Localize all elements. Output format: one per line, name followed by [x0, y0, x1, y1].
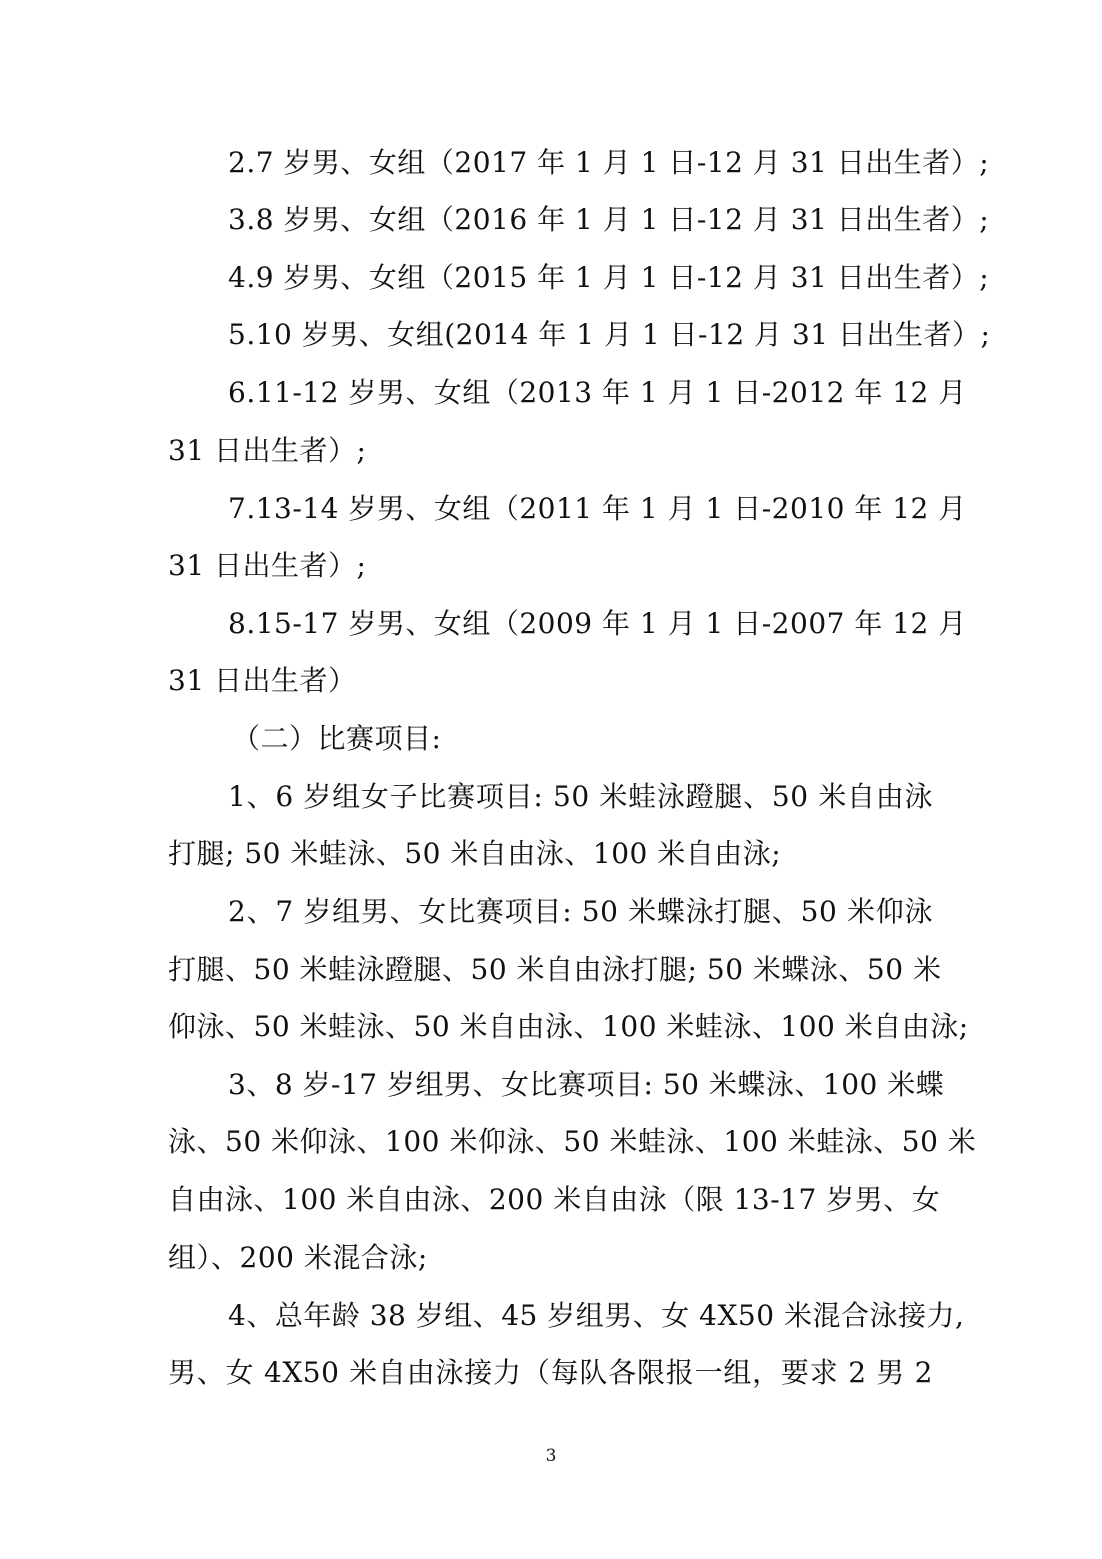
- events-age-8-17-line: 3、8 岁-17 岁组男、女比赛项目: 50 米蝶泳、100 米蝶: [228, 1068, 945, 1101]
- competition-events-heading: （二）比赛项目:: [232, 722, 442, 755]
- events-age-6-continuation: 打腿; 50 米蛙泳、50 米自由泳、100 米自由泳;: [168, 837, 782, 870]
- events-age-7-line: 2、7 岁组男、女比赛项目: 50 米蝶泳打腿、50 米仰泳: [228, 895, 933, 928]
- relay-events-line: 4、总年龄 38 岁组、45 岁组男、女 4X50 米混合泳接力,: [228, 1299, 965, 1332]
- age-group-9-line: 4.9 岁男、女组（2015 年 1 月 1 日-12 月 31 日出生者）;: [228, 261, 990, 294]
- age-group-15-17-continuation: 31 日出生者）: [168, 664, 357, 697]
- age-group-10-line: 5.10 岁男、女组(2014 年 1 月 1 日-12 月 31 日出生者）;: [228, 318, 991, 351]
- age-group-11-12-line: 6.11-12 岁男、女组（2013 年 1 月 1 日-2012 年 12 月: [228, 376, 967, 409]
- events-age-7-continuation-1: 打腿、50 米蛙泳蹬腿、50 米自由泳打腿; 50 米蝶泳、50 米: [168, 953, 942, 986]
- page-number: 3: [545, 1446, 557, 1466]
- age-group-15-17-line: 8.15-17 岁男、女组（2009 年 1 月 1 日-2007 年 12 月: [228, 607, 967, 640]
- age-group-7-line: 2.7 岁男、女组（2017 年 1 月 1 日-12 月 31 日出生者）;: [228, 146, 990, 179]
- events-age-8-17-continuation-2: 自由泳、100 米自由泳、200 米自由泳（限 13-17 岁男、女: [168, 1183, 941, 1216]
- age-group-13-14-continuation: 31 日出生者）;: [168, 549, 367, 582]
- age-group-11-12-continuation: 31 日出生者）;: [168, 434, 367, 467]
- events-age-7-continuation-2: 仰泳、50 米蛙泳、50 米自由泳、100 米蛙泳、100 米自由泳;: [168, 1010, 969, 1043]
- events-age-8-17-continuation-1: 泳、50 米仰泳、100 米仰泳、50 米蛙泳、100 米蛙泳、50 米: [168, 1125, 977, 1158]
- relay-events-continuation: 男、女 4X50 米自由泳接力（每队各限报一组，要求 2 男 2: [168, 1356, 933, 1389]
- age-group-13-14-line: 7.13-14 岁男、女组（2011 年 1 月 1 日-2010 年 12 月: [228, 492, 967, 525]
- events-age-6-line: 1、6 岁组女子比赛项目: 50 米蛙泳蹬腿、50 米自由泳: [228, 780, 933, 813]
- age-group-8-line: 3.8 岁男、女组（2016 年 1 月 1 日-12 月 31 日出生者）;: [228, 203, 990, 236]
- events-age-8-17-continuation-3: 组）、200 米混合泳;: [168, 1241, 428, 1274]
